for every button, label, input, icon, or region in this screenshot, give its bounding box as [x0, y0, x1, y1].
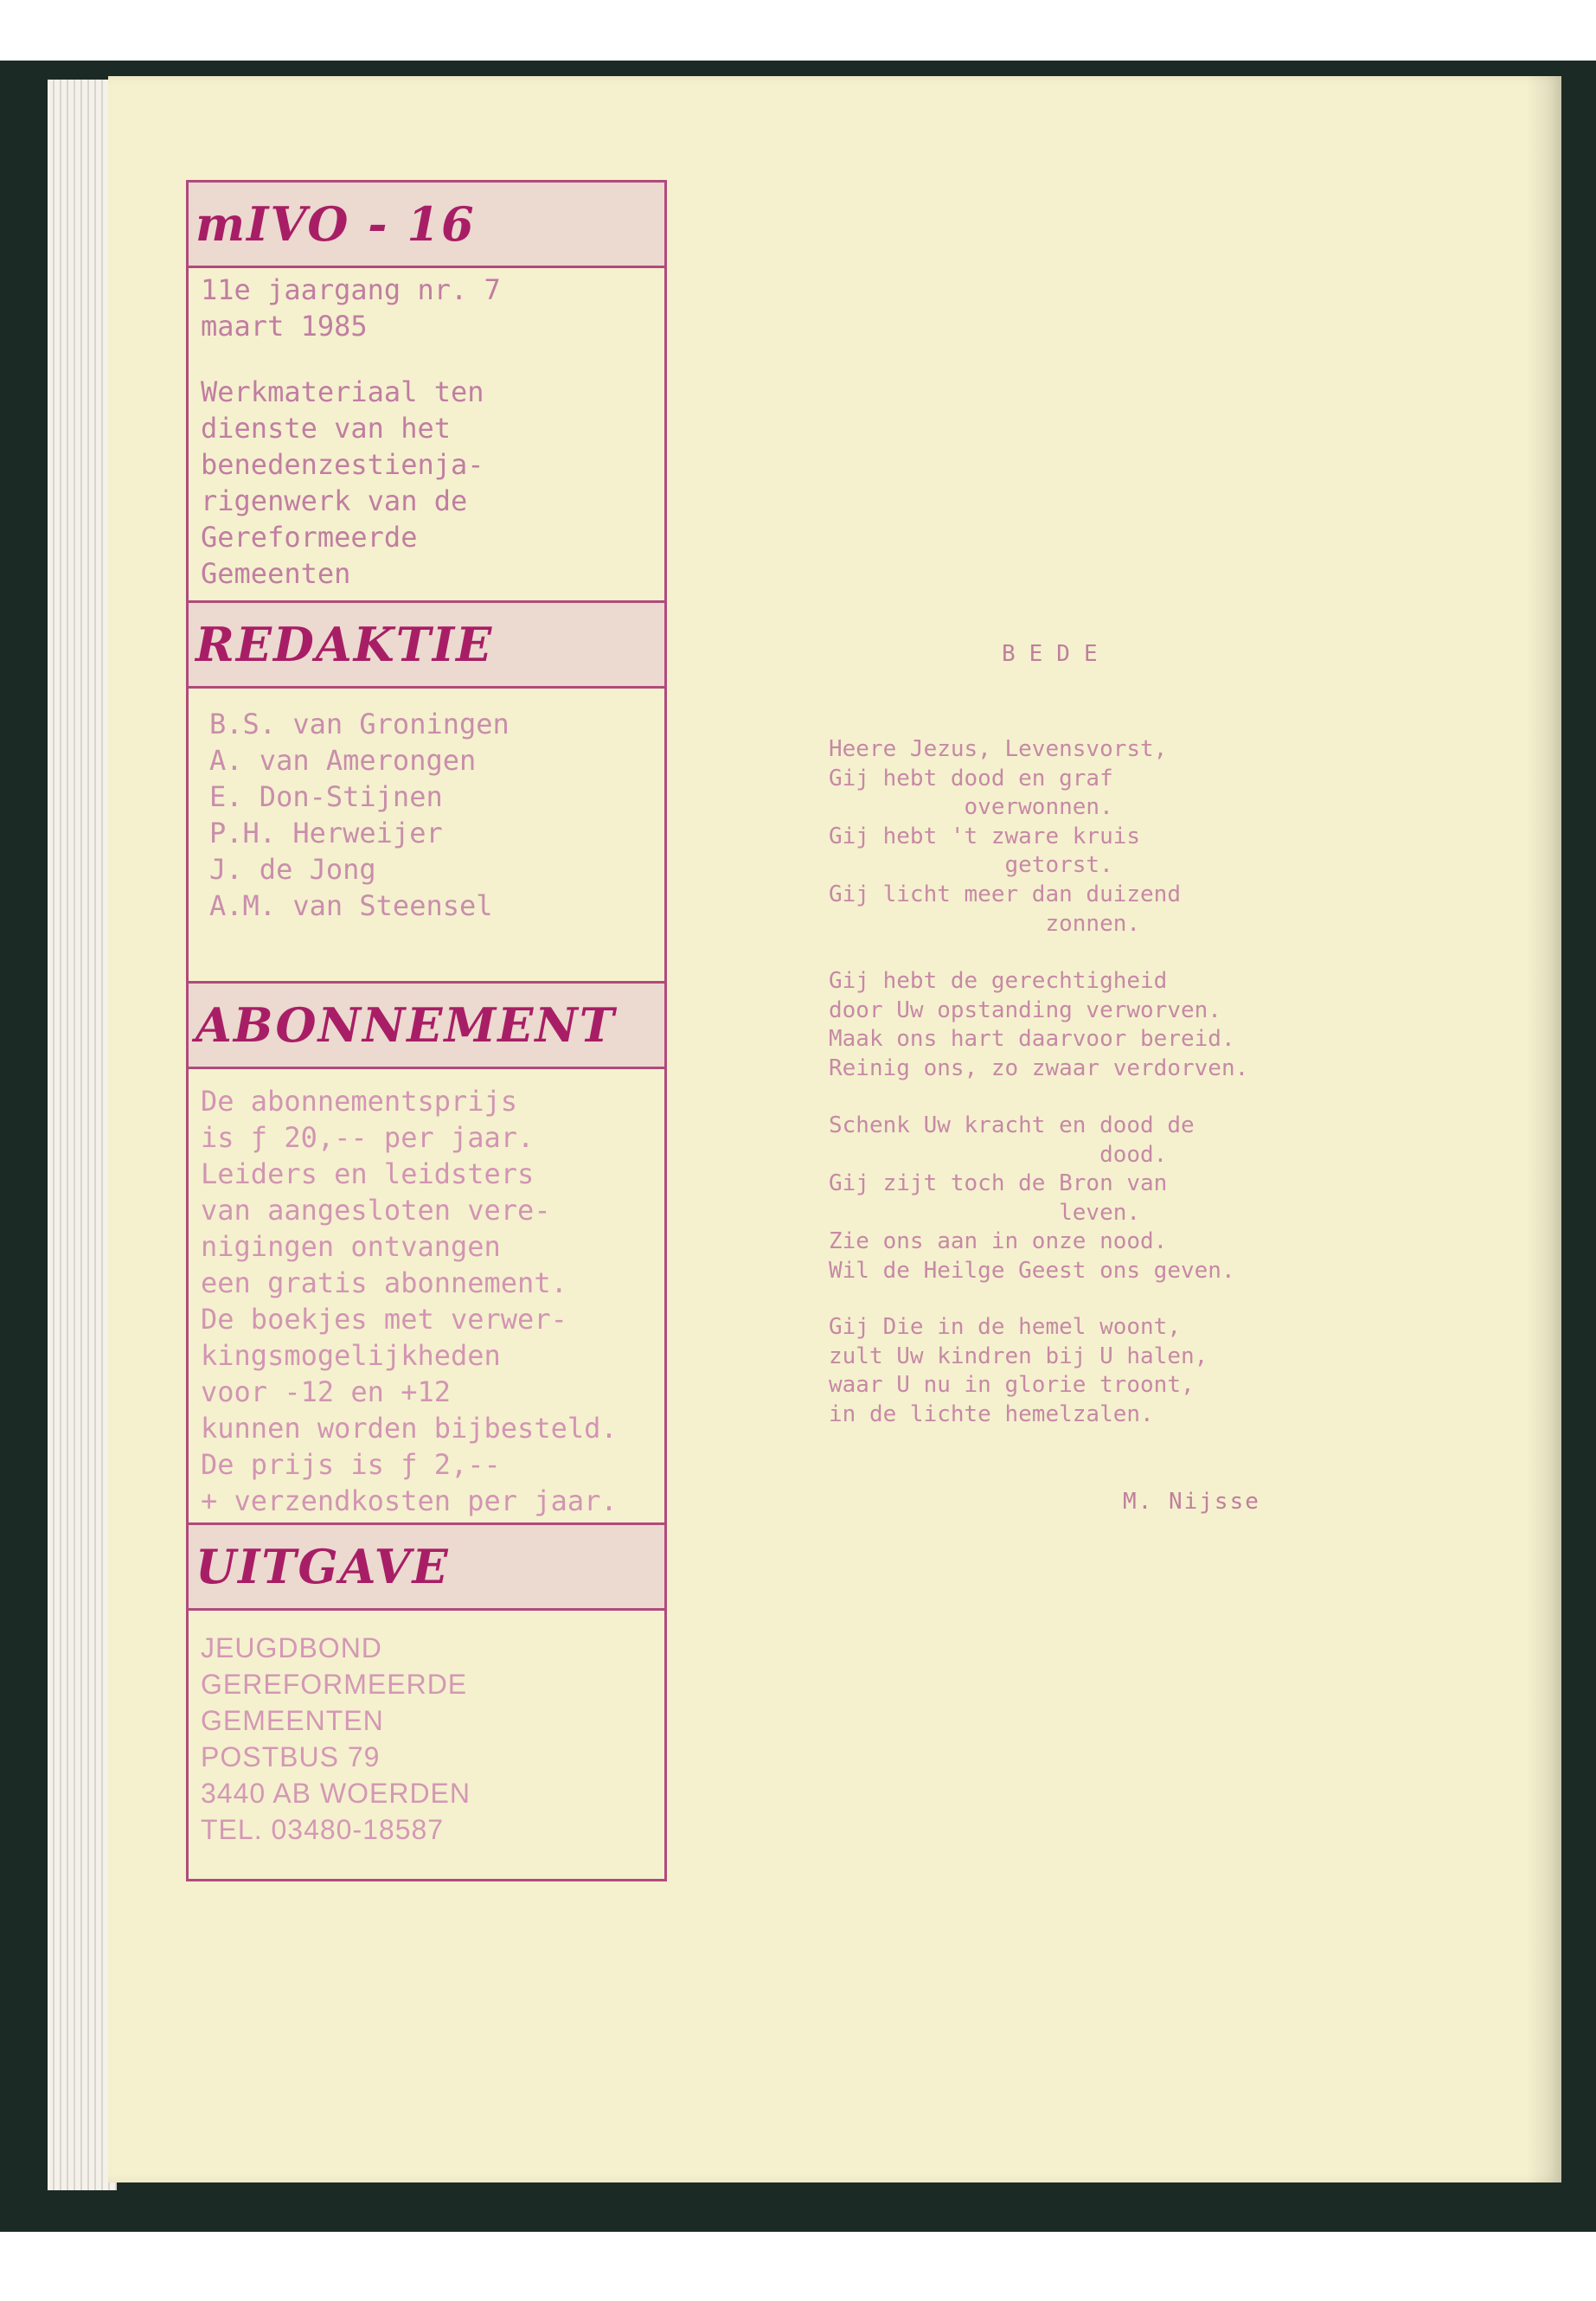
poem-line: leven.: [829, 1199, 1141, 1226]
date-line: maart 1985: [201, 310, 368, 343]
poem-line: Gij licht meer dan duizend: [829, 881, 1181, 907]
abonnement-line: een gratis abonnement.: [201, 1266, 567, 1299]
description-line: dienste van het: [201, 412, 451, 445]
poem-line: zonnen.: [829, 910, 1141, 937]
poem-stanza: [829, 735, 1181, 939]
abonnement-line: De abonnementsprijs: [201, 1085, 518, 1118]
abonnement-line: De prijs is ƒ 2,--: [201, 1448, 501, 1481]
poem-line: Reinig ons, zo zwaar verdorven.: [829, 1054, 1249, 1081]
description-line: benedenzestienja-: [201, 448, 484, 481]
poem-line: zult Uw kindren bij U halen,: [829, 1343, 1208, 1369]
description-line: Gereformeerde: [201, 521, 418, 554]
colophon-box: [186, 180, 667, 1881]
publisher-line: JEUGDBOND: [201, 1632, 382, 1663]
abonnement-line: kunnen worden bijbesteld.: [201, 1412, 618, 1445]
poem-line: getorst.: [829, 852, 1113, 879]
redaktie-body: [189, 689, 664, 981]
poem-line: dood.: [829, 1141, 1168, 1168]
poem-line: Heere Jezus, Levensvorst,: [829, 736, 1168, 762]
mivo-body: [189, 268, 664, 600]
editor-name: J. de Jong: [209, 853, 376, 886]
uitgave-heading: UITGAVE: [189, 1522, 664, 1611]
poem-line: in de lichte hemelzalen.: [829, 1400, 1154, 1427]
editor-name: E. Don-Stijnen: [209, 780, 443, 813]
poem-title: BEDE: [1002, 641, 1112, 667]
description-line: rigenwerk van de: [201, 484, 468, 517]
abonnement-heading: ABONNEMENT: [189, 981, 664, 1069]
mivo-heading: mIVO - 16: [189, 180, 664, 268]
abonnement-line: is ƒ 20,-- per jaar.: [201, 1121, 535, 1154]
abonnement-line: kingsmogelijkheden: [201, 1339, 501, 1372]
poem-stanza: [829, 967, 1248, 1083]
poem-stanza: [829, 1313, 1208, 1429]
editor-name: A. van Amerongen: [209, 744, 477, 777]
abonnement-line: Leiders en leidsters: [201, 1157, 535, 1190]
poem-line: Gij zijt toch de Bron van: [829, 1170, 1168, 1197]
poem-line: Wil de Heilge Geest ons geven.: [829, 1257, 1235, 1284]
publisher-line: POSTBUS 79: [201, 1741, 381, 1772]
description-line: Gemeenten: [201, 557, 351, 590]
poem-line: Zie ons aan in onze nood.: [829, 1228, 1168, 1255]
abonnement-line: De boekjes met verwer-: [201, 1303, 567, 1336]
publisher-line: TEL. 03480-18587: [201, 1814, 445, 1845]
abonnement-line: voor -12 en +12: [201, 1375, 451, 1408]
abonnement-line: van aangesloten vere-: [201, 1194, 551, 1227]
poem-line: Gij hebt 't zware kruis: [829, 823, 1141, 849]
issue-line: 11e jaargang nr. 7: [201, 273, 501, 306]
abonnement-body: [189, 1069, 664, 1522]
editor-name: B.S. van Groningen: [209, 708, 510, 740]
poem-line: Gij Die in de hemel woont,: [829, 1314, 1181, 1340]
publisher-line: GEMEENTEN: [201, 1705, 384, 1736]
description-line: Werkmateriaal ten: [201, 375, 484, 408]
poem-line: Gij hebt dood en graf: [829, 765, 1113, 792]
editor-name: A.M. van Steensel: [209, 889, 493, 922]
poem-line: Schenk Uw kracht en dood de: [829, 1112, 1195, 1138]
abonnement-line: + verzendkosten per jaar.: [201, 1484, 618, 1517]
redaktie-heading: REDAKTIE: [189, 600, 664, 689]
page-edges: [48, 80, 117, 2190]
poem-line: overwonnen.: [829, 794, 1113, 821]
publisher-line: GEREFORMEERDE: [201, 1669, 468, 1700]
editor-name: P.H. Herweijer: [209, 817, 443, 849]
spine-shadow: [1527, 76, 1561, 2182]
publisher-line: 3440 AB WOERDEN: [201, 1778, 471, 1809]
poem-author: M. Nijsse: [1123, 1489, 1260, 1515]
poem-line: waar U nu in glorie troont,: [829, 1372, 1195, 1399]
poem-stanza: [829, 1112, 1235, 1286]
poem-line: Maak ons hart daarvoor bereid.: [829, 1026, 1235, 1053]
abonnement-line: nigingen ontvangen: [201, 1230, 501, 1263]
poem-line: Gij hebt de gerechtigheid: [829, 968, 1168, 994]
uitgave-body: [189, 1611, 664, 1879]
poem-line: door Uw opstanding verworven.: [829, 997, 1221, 1023]
